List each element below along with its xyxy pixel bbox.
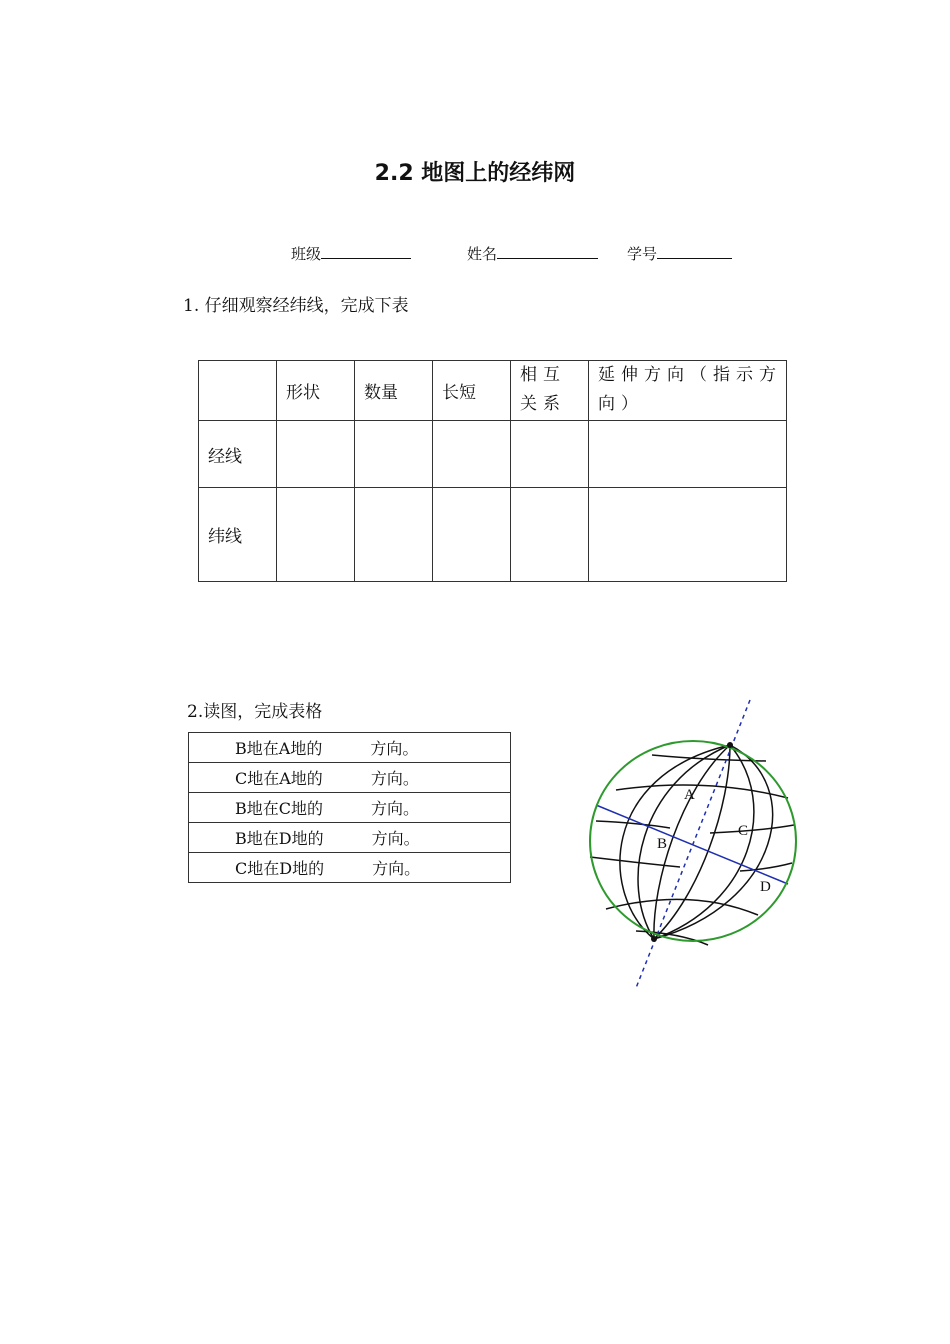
answer-cell[interactable] [433, 421, 511, 488]
table-row [189, 793, 511, 823]
table-row [199, 488, 787, 582]
answer-cell[interactable] [433, 488, 511, 582]
direction-item[interactable] [189, 763, 511, 793]
name-field [467, 242, 598, 264]
class-field [291, 242, 411, 264]
direction-item[interactable] [189, 853, 511, 883]
globe-outline [590, 741, 796, 941]
row-label: 经线 [199, 421, 277, 488]
direction-table [188, 732, 511, 883]
item-lead: C地在D地的 [235, 859, 325, 878]
item-lead: B地在A地的 [235, 739, 323, 758]
header-cell: 数量 [355, 361, 433, 421]
item-lead: C地在A地的 [235, 769, 323, 788]
header-cell: 延伸方向（指示方向） [589, 361, 787, 421]
class-blank[interactable] [321, 242, 411, 259]
answer-cell[interactable] [511, 421, 589, 488]
row-label: 纬线 [199, 488, 277, 582]
name-blank[interactable] [497, 242, 598, 259]
direction-item[interactable] [189, 733, 511, 763]
header-cell [199, 361, 277, 421]
answer-cell[interactable] [511, 488, 589, 582]
north-pole [727, 742, 733, 748]
table-header-row [199, 361, 787, 421]
answer-cell[interactable] [355, 421, 433, 488]
point-label-b: B [657, 836, 668, 852]
item-tail: 方向。 [371, 799, 420, 818]
point-label-a: A [684, 787, 695, 803]
answer-cell[interactable] [589, 488, 787, 582]
number-field [627, 242, 732, 264]
table-row [199, 421, 787, 488]
header-cell: 形状 [277, 361, 355, 421]
direction-item[interactable] [189, 793, 511, 823]
item-tail: 方向。 [370, 739, 419, 758]
south-pole [651, 936, 657, 942]
answer-cell[interactable] [277, 488, 355, 582]
item-tail: 方向。 [370, 769, 419, 788]
meridians [620, 745, 773, 939]
number-blank[interactable] [657, 242, 732, 259]
answer-cell[interactable] [277, 421, 355, 488]
header-cell: 相互关系 [511, 361, 589, 421]
point-label-c: C [738, 823, 749, 839]
answer-cell[interactable] [589, 421, 787, 488]
question2-prompt: 2.读图，完成表格 [187, 702, 323, 722]
header-cell: 长短 [433, 361, 511, 421]
item-tail: 方向。 [372, 859, 421, 878]
direction-item[interactable] [189, 823, 511, 853]
class-label: 班级 [291, 245, 322, 263]
number-label: 学号 [627, 245, 658, 263]
table-row [189, 733, 511, 763]
item-lead: B地在D地的 [235, 829, 324, 848]
name-label: 姓名 [467, 245, 498, 263]
item-tail: 方向。 [371, 829, 420, 848]
point-label-d: D [760, 879, 771, 895]
question1-prompt: 1. 仔细观察经纬线，完成下表 [183, 296, 409, 316]
table-row [189, 853, 511, 883]
globe-diagram [580, 695, 810, 995]
answer-cell[interactable] [355, 488, 433, 582]
page-title: 2.2 地图上的经纬网 [374, 161, 576, 186]
table-row [189, 763, 511, 793]
earth-axis [636, 700, 750, 988]
table-row [189, 823, 511, 853]
meridian-parallel-table [198, 360, 787, 582]
item-lead: B地在C地的 [235, 799, 324, 818]
